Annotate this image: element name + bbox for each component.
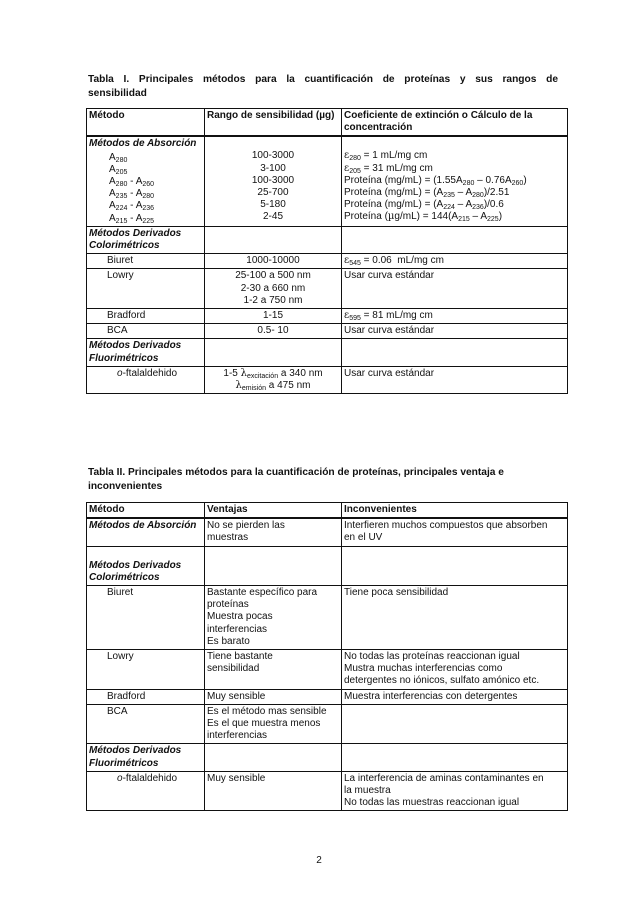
table2-group-fluorimetricos: Métodos Derivados Fluorimétricos	[87, 744, 205, 771]
table2-caption: Tabla II. Principales métodos para la cuantificación de proteínas, principales ventaja e inconvenientes	[88, 467, 504, 492]
table1-absorption-methods	[87, 136, 205, 226]
table1-header-range: Rango de sensibilidad (µg)	[205, 109, 342, 137]
table1-range-bca: 0.5- 10	[205, 324, 342, 339]
table1-coef-lowry: Usar curva estándar	[342, 269, 568, 309]
table1-group-row-colorimetric	[87, 226, 568, 253]
table2-ventajas-bradford: Muy sensible	[205, 689, 342, 704]
table2-row-absorcion	[87, 518, 568, 546]
table2-inconv-oftalaldehido: La interferencia de aminas contaminantes en la muestra No todas las muestras reaccionan igual	[342, 771, 568, 811]
table1-abs-range: 100-3000	[251, 150, 295, 162]
table1-abs-coef: $\varepsilon_{280} = 1$ mL/mg cm	[344, 150, 428, 163]
table2-inconv-lowry: No todas las proteínas reaccionan igual Mustra muchas interferencias como detergentes no iónicos, sulfato amónico etc.	[342, 650, 568, 690]
table1-abs-range: 25-700	[257, 187, 289, 199]
table1-group-row-fluorimetric	[87, 339, 568, 366]
table2-group-absorcion: Métodos de Absorción	[87, 518, 205, 546]
table1-abs-coef: Proteína $(mg/mL) = (A_{224} - A_{236})/0.6$	[344, 199, 504, 212]
table2-ventajas-bca: Es el método mas sensible Es el que muestra menos interferencias	[205, 704, 342, 744]
table1-coef-oftalaldehido: Usar curva estándar	[342, 366, 568, 393]
table1-range-oftalaldehido: 1-5 $\lambda_{excitación}$ a 340 nm $\lambda_{emisión}$ a 475 nm	[205, 366, 342, 393]
table1	[86, 108, 568, 394]
table2	[86, 502, 568, 811]
table1-abs-range: 5-180	[260, 199, 286, 211]
table1-method-lowry: Lowry	[87, 269, 205, 309]
table1-abs-coef: Proteína $(\mu g/mL) = 144(A_{215} - A_{225})$	[344, 211, 503, 224]
table2-ventajas-lowry: Tiene bastante sensibilidad	[205, 650, 342, 690]
table2-group-colorimetricos: Métodos Derivados Colorimétricos	[87, 546, 205, 585]
table1-row-biuret	[87, 254, 568, 269]
table1-abs-range: 3-100	[260, 162, 286, 174]
page-number: 2	[316, 855, 322, 866]
table1-abs-method: $A_{235} - A_{280}$	[109, 188, 155, 201]
table2-group-row-fluorimetric	[87, 744, 568, 771]
table1-header-coef: Coeficiente de extinción o Cálculo de la concentración	[342, 109, 568, 137]
table2-group-row-colorimetric	[87, 546, 568, 585]
table1-method-biuret: Biuret	[87, 254, 205, 269]
table1-absorption-method-list	[89, 152, 202, 225]
table2-row-bradford	[87, 689, 568, 704]
table1-row-bradford	[87, 309, 568, 324]
table2-inconv-absorcion: Interfieren muchos compuestos que absorben en el UV	[342, 518, 568, 546]
table1-row-bca	[87, 324, 568, 339]
table2-ventajas-oftalaldehido: Muy sensible	[205, 771, 342, 811]
table2-method-lowry: Lowry	[87, 650, 205, 690]
table2-header-method: Método	[87, 503, 205, 519]
table1-coef-biuret: $\varepsilon_{545} = 0.06$ mL/mg cm	[342, 254, 568, 269]
table2-header-row	[87, 503, 568, 519]
table1-row-oftalaldehido	[87, 366, 568, 393]
table2-method-oftalaldehido: o-ftalaldehido	[87, 771, 205, 811]
table2-row-lowry	[87, 650, 568, 690]
table1-absorption-ranges	[205, 136, 342, 226]
table1-group-absorcion: Métodos de Absorción	[89, 138, 197, 150]
table1-group-fluorimetricos: Métodos Derivados Fluorimétricos	[87, 339, 205, 366]
table2-row-oftalaldehido	[87, 771, 568, 811]
table1-header-row	[87, 109, 568, 137]
table1-abs-method: $A_{280}$	[109, 151, 128, 164]
table1-range-biuret: 1000-10000	[205, 254, 342, 269]
table2-method-biuret: Biuret	[87, 586, 205, 650]
table1-absorption-block	[87, 136, 568, 226]
table1-abs-coef: $\varepsilon_{205} = 31$ mL/mg cm	[344, 162, 433, 175]
table1-method-oftalaldehido: o-ftalaldehido	[87, 366, 205, 393]
table2-row-biuret	[87, 586, 568, 650]
table1-abs-method: $A_{280} - A_{260}$	[109, 176, 155, 189]
table1-row-lowry	[87, 269, 568, 309]
table2-inconv-bradford: Muestra interferencias con detergentes	[342, 689, 568, 704]
table2-header-inconvenientes: Inconvenientes	[342, 503, 568, 519]
table1-group-colorimetricos: Métodos Derivados Colorimétricos	[87, 226, 205, 253]
table2-ventajas-absorcion: No se pierden las muestras	[205, 518, 342, 546]
table2-method-bradford: Bradford	[87, 689, 205, 704]
table1-abs-coef: Proteína $(mg/mL) = (1.55A_{280} - 0.76A_{260})$	[344, 174, 527, 187]
table1-method-bca: BCA	[87, 324, 205, 339]
table1-caption: Tabla I. Principales métodos para la cuantificación de proteínas y sus rangos de sensibilidad	[88, 74, 558, 99]
table1-range-lowry: 25-100 a 500 nm 2-30 a 660 nm 1-2 a 750 nm	[205, 269, 342, 309]
table1-method-bradford: Bradford	[87, 309, 205, 324]
table1-abs-range: 100-3000	[251, 174, 295, 186]
table1-range-bradford: 1-15	[205, 309, 342, 324]
table1-abs-method: $A_{215} - A_{225}$	[109, 212, 155, 225]
table1-abs-method: $A_{224} - A_{236}$	[109, 200, 155, 213]
table1-abs-coef: Proteína $(mg/mL) = (A_{235} - A_{280})/2.51$	[344, 187, 510, 200]
table2-row-bca	[87, 704, 568, 744]
table2-inconv-biuret: Tiene poca sensibilidad	[342, 586, 568, 650]
table1-abs-method: $A_{205}$	[109, 163, 128, 176]
table1-abs-range: 2-45	[262, 211, 283, 223]
table2-ventajas-biuret: Bastante específico para proteínas Muestra pocas interferencias Es barato	[205, 586, 342, 650]
table2-header-ventajas: Ventajas	[205, 503, 342, 519]
table1-coef-bradford: $\varepsilon_{595} = 81$ mL/mg cm	[342, 309, 568, 324]
table1-coef-bca: Usar curva estándar	[342, 324, 568, 339]
table1-absorption-coefs	[342, 136, 568, 226]
table1-header-method: Método	[87, 109, 205, 137]
table2-inconv-bca	[342, 704, 568, 744]
table2-method-bca: BCA	[87, 704, 205, 744]
